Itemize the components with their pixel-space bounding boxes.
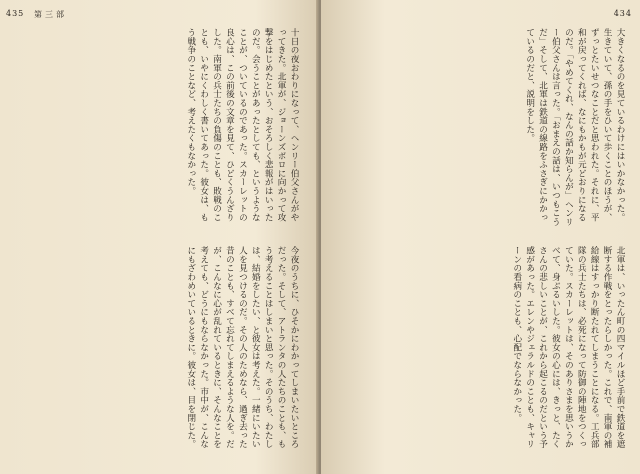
chapter-label: 第三部 bbox=[34, 10, 67, 19]
right-top-text-block: 大きくなるのを見ているわけにはいかなかった。生きていて、孫の手をひいて歩くことのほうが、ずっとたいせつなことだと思われた。それに、平和が戻ってくれば、なにもかもが元どおりになるのだ。「やめてくれ、なんの話か知らんが」ヘンリー伯父さんは言った。「おまえの話は、いつもこうだ」そして、北軍は鉄道の線路をふさぎにかかっているのだと、説明をした。 bbox=[524, 28, 625, 227]
left-page-number: 435 bbox=[6, 9, 25, 18]
right-bottom-text-block: 北軍は、いったん町の四マイルほど手前で鉄道を遮断する作戦をとったらしかった。これで、南軍の補給線はすっかり断たれてしまうことになる。工兵部隊の兵士たちは、必死になって防御の陣地をつくっていた。スカーレットは、そのありさまを思いうかべて、身ぶるいした。彼女の心には、きっと、たくさんの悲しいことが、これから起こるのだという予感があった。エレンやジェラルドのことも、キャリーンの看病のことも、心配でならなかった。 bbox=[511, 246, 625, 449]
left-bottom-text-block: 今夜のうちに、ひそかにわかってしまいたいところだった。そして、アトランタの人たちのことも、もう考えることはしまいと思った。そのうち、わたしは、結婚をしたい、と彼女は考えた。一緒にいたい人を見つけるのだ。その人のためなら、過ぎ去った昔のことも、すべて忘れてしまえるような人を。だが、こんなに心が乱れているときに、そんなことを考えても、どうにもならなかった。市中が、こんなにもざわめいているときに。彼女は、目を閉じた。 bbox=[185, 246, 299, 449]
left-top-text-block: 十日の夜おわりになって、ヘンリー伯父さんがやってきた。北軍が、ジョーンズボロに向かって攻撃をはじめたという、おそろしく悲報がはいったのだ。会うことがあったとしても、というようなことが、ついているのであった。スカーレットの良心は、この前後の文章を見て、ひどくうんざりした。南軍の兵士たちの負傷のことも、敗戦のことも、いやにくわしく書いてあった。彼女は、もう戦争のことなど、考えたくもなかった。 bbox=[185, 28, 299, 222]
right-page-number: 434 bbox=[613, 9, 632, 18]
right-page bbox=[321, 0, 640, 474]
left-page bbox=[0, 0, 319, 474]
